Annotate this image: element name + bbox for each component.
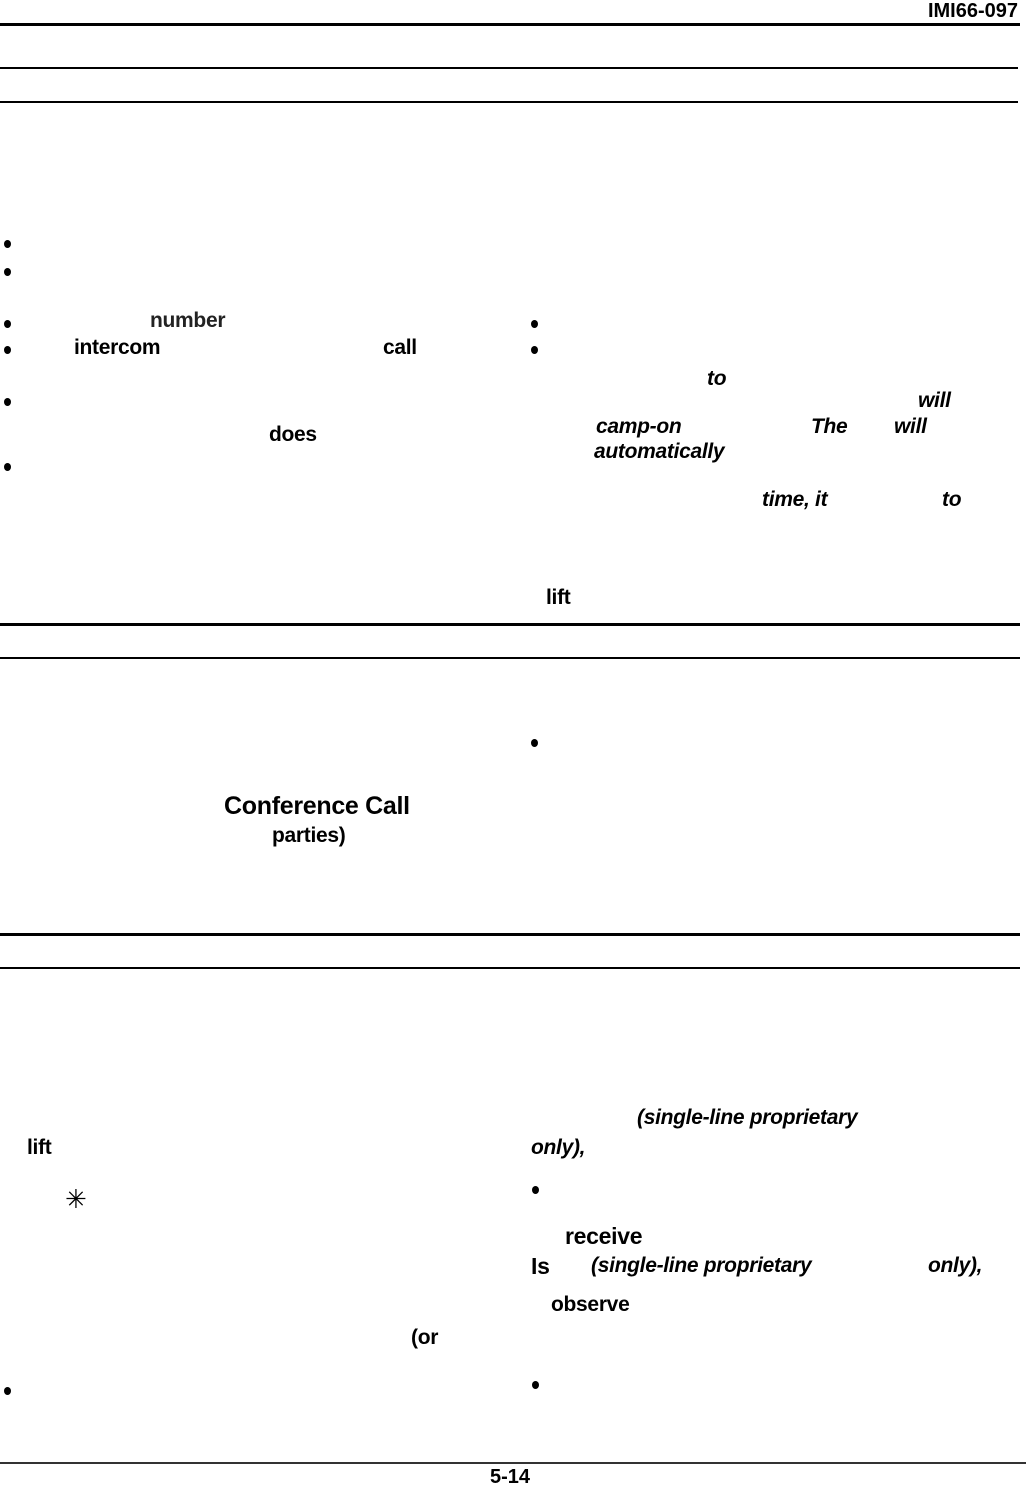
text-or: (or [411,1326,439,1349]
text-lift: lift [27,1136,52,1159]
bullet [4,398,11,406]
text-parties: parties) [272,824,346,847]
text-the: The [811,415,848,438]
header-rule [0,23,1020,26]
bullet [4,346,11,354]
bullet [4,268,11,276]
footer-rule [0,1462,1026,1464]
text-single-line-proprietary: (single-line proprietary [637,1106,858,1129]
bullet [532,1381,539,1389]
section-rule-top [0,67,1018,69]
text-will: will [894,415,927,438]
text-only: only), [928,1254,983,1277]
text-single-line-proprietary: (single-line proprietary [591,1254,812,1277]
text-observe: observe [551,1293,630,1316]
text-automatically: automatically [594,440,725,463]
asterisk-icon: ✳ [65,1184,87,1214]
text-call: call [383,336,417,359]
page-number: 5-14 [490,1466,531,1488]
document-id: IMI66-097 [927,0,1018,22]
bullet [4,1387,11,1395]
text-is: Is [531,1253,550,1279]
text-intercom: intercom [74,336,161,359]
section-rule-bottom [0,657,1020,659]
text-does: does [269,423,317,446]
text-will: will [918,389,951,412]
bullet [4,240,11,248]
text-conference-call: Conference Call [224,792,410,820]
text-to: to [707,367,727,390]
bullet [4,320,11,328]
section-rule-bottom [0,967,1020,969]
text-receive: receive [565,1223,643,1249]
bullet [531,320,538,328]
text-only: only), [531,1136,586,1159]
text-camp-on: camp-on [596,415,682,438]
bullet [531,346,538,354]
section-rule-top [0,933,1020,936]
section-rule-bottom [0,101,1018,103]
bullet [532,1186,539,1194]
bullet [531,739,538,747]
bullet [4,463,11,471]
section-rule-top [0,623,1020,626]
text-to: to [942,488,962,511]
text-number: number [150,309,226,332]
text-time-it: time, it [762,488,828,511]
text-lift: lift [546,586,571,609]
